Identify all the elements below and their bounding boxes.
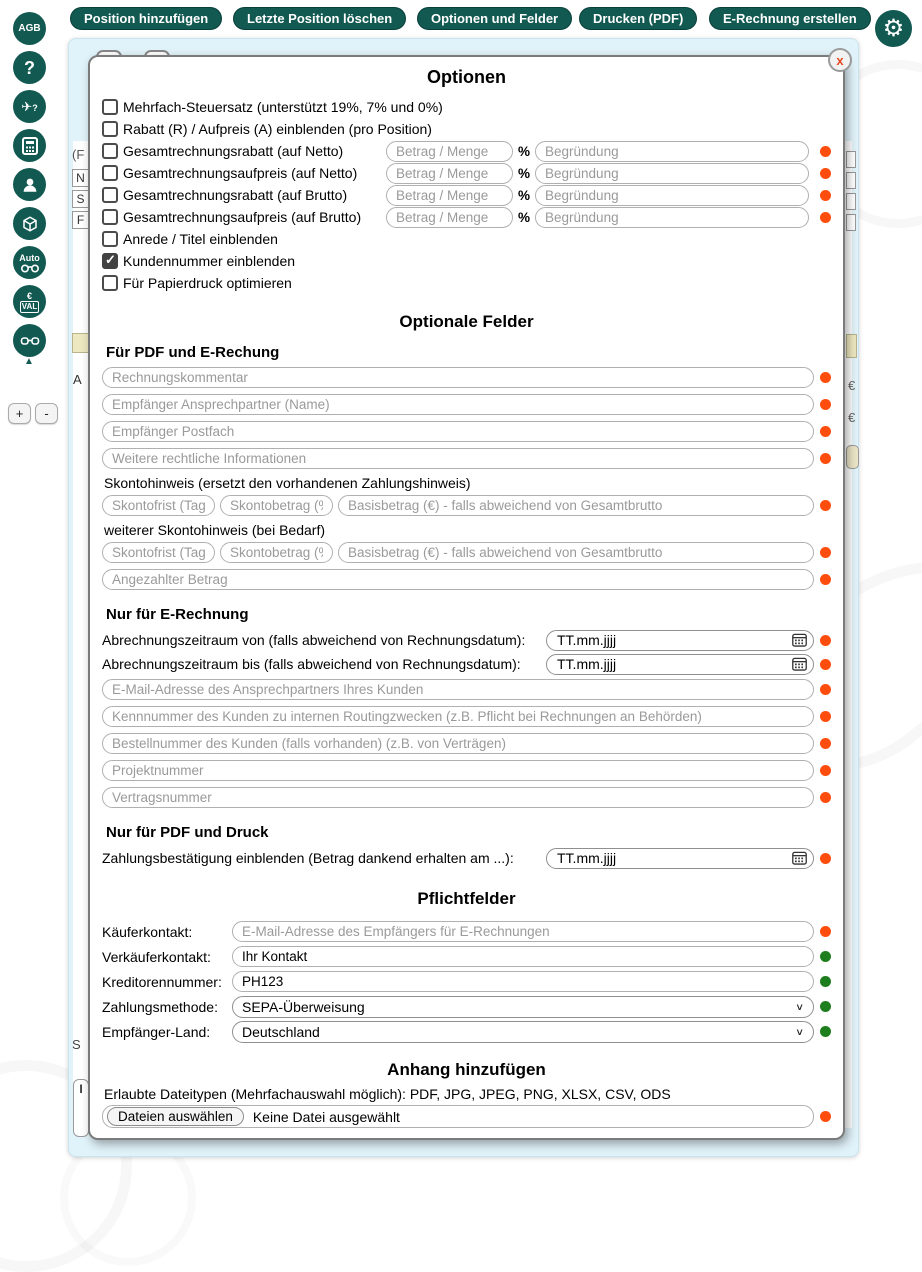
multi-tax-checkbox[interactable]	[102, 99, 118, 115]
status-dot-missing	[820, 372, 831, 383]
sidebar-item-send-question[interactable]	[13, 90, 46, 123]
customer-contact-email-input[interactable]	[102, 679, 814, 700]
creditor-number-input[interactable]	[232, 971, 814, 992]
sidebar-collapse-toggle[interactable]: ▲	[24, 356, 34, 367]
option-label: Gesamtrechnungsaufpreis (auf Brutto)	[123, 209, 362, 225]
background-fragment: A	[73, 372, 82, 387]
sidebar-item-auto-detect[interactable]	[13, 246, 46, 279]
status-dot-missing	[820, 926, 831, 937]
date-value: TT.mm.jjjj	[557, 656, 617, 672]
creditor-number-row	[102, 971, 831, 992]
project-number-input[interactable]	[102, 760, 814, 781]
status-dot-missing	[820, 738, 831, 749]
background-fragment	[846, 151, 856, 168]
status-dot-ok	[820, 976, 831, 987]
status-dot-missing	[820, 1111, 831, 1122]
status-dot-missing	[820, 426, 831, 437]
option-label: Für Papierdruck optimieren	[123, 275, 292, 291]
agb-label: AGB	[18, 22, 41, 34]
recipient-contact-name-input[interactable]	[102, 394, 814, 415]
date-value: TT.mm.jjjj	[557, 632, 617, 648]
selected-value: Deutschland	[242, 1023, 320, 1040]
print-pdf-button[interactable]: Drucken (PDF)	[579, 7, 697, 30]
option-label: Anrede / Titel einblenden	[123, 231, 278, 247]
status-dot-missing	[820, 711, 831, 722]
attachment-heading: Anhang hinzufügen	[387, 1060, 546, 1079]
payment-method-row	[102, 996, 831, 1017]
billing-period-from-date-input[interactable]	[546, 630, 814, 651]
background-fragment: S	[72, 190, 89, 208]
chevron-down-icon: ∨	[795, 1025, 804, 1038]
paper-plane-icon: ✈?	[21, 99, 38, 114]
paid-amount-input[interactable]	[102, 569, 814, 590]
background-fragment	[72, 333, 89, 353]
einvoice-only-heading: Nur für E-Rechnung	[106, 606, 249, 623]
billing-period-from-label: Abrechnungszeitraum von (falls abweichend von Rechnungsdatum):	[102, 632, 526, 648]
glasses-icon	[20, 335, 40, 347]
status-dot-missing	[820, 146, 831, 157]
payment-method-label: Zahlungsmethode:	[102, 998, 218, 1015]
status-dot-missing	[820, 399, 831, 410]
status-dot-missing	[820, 792, 831, 803]
sidebar-item-agb[interactable]	[13, 12, 46, 45]
background-fragment: (F	[72, 147, 85, 162]
seller-contact-row	[102, 946, 831, 967]
calendar-icon[interactable]	[792, 657, 807, 671]
percent-label: %	[518, 209, 531, 225]
euro-label: €	[26, 290, 32, 301]
buyer-contact-label: Käuferkontakt:	[102, 923, 193, 940]
close-icon[interactable]: x	[828, 48, 852, 72]
seller-contact-label: Verkäuferkontakt:	[102, 948, 211, 965]
skonto-days-input[interactable]	[102, 495, 215, 516]
billing-period-from-row	[102, 629, 831, 651]
sidebar-item-package[interactable]	[13, 207, 46, 240]
options-modal	[88, 52, 845, 1140]
percent-label: %	[518, 143, 531, 159]
field-row	[102, 679, 831, 700]
choose-files-button[interactable]: Dateien auswählen	[107, 1107, 244, 1126]
file-upload-row	[102, 1105, 831, 1128]
option-label: Rabatt (R) / Aufpreis (A) einblenden (pro Position)	[123, 121, 432, 137]
salutation-checkbox[interactable]	[102, 231, 118, 247]
optional-fields-heading: Optionale Felder	[399, 312, 534, 331]
contract-number-input[interactable]	[102, 787, 814, 808]
sidebar-item-calculator[interactable]	[13, 129, 46, 162]
add-position-button[interactable]: Position hinzufügen	[70, 7, 222, 30]
status-dot-missing	[820, 212, 831, 223]
background-fragment: F	[72, 211, 89, 229]
billing-period-to-row	[102, 653, 831, 675]
auto-label: Auto	[19, 252, 40, 263]
field-row	[102, 787, 831, 808]
calendar-icon[interactable]	[792, 851, 807, 865]
background-fragment: S	[72, 1037, 81, 1052]
discount-amount-input[interactable]	[386, 185, 513, 206]
sidebar-item-evaluation[interactable]	[13, 285, 46, 318]
status-dot-ok	[820, 951, 831, 962]
skonto-base-input[interactable]	[338, 495, 814, 516]
buyer-contact-row	[102, 921, 831, 942]
status-dot-missing	[820, 574, 831, 585]
total-discount-gross-checkbox[interactable]	[102, 187, 118, 203]
total-discount-net-checkbox[interactable]	[102, 143, 118, 159]
seller-contact-input[interactable]	[232, 946, 814, 967]
background-fragment: I	[73, 1079, 89, 1137]
zoom-in-button[interactable]: +	[8, 403, 31, 424]
skonto-row	[102, 542, 831, 563]
recipient-country-select[interactable]	[232, 1021, 814, 1043]
status-dot-ok	[820, 1001, 831, 1012]
option-row-multi-tax	[102, 96, 831, 118]
percent-label: %	[518, 187, 531, 203]
billing-period-to-date-input[interactable]	[546, 654, 814, 675]
skonto-days-input[interactable]	[102, 542, 215, 563]
calculator-icon	[22, 137, 38, 155]
recipient-pobox-input[interactable]	[102, 421, 814, 442]
option-label: Gesamtrechnungsaufpreis (auf Netto)	[123, 165, 358, 181]
background-fragment	[846, 445, 859, 469]
option-row-discount-per-position	[102, 118, 831, 140]
background-fragment: €	[848, 410, 856, 425]
option-row-total-surcharge-net	[102, 162, 831, 184]
required-fields-heading: Pflichtfelder	[417, 889, 516, 908]
option-row-total-discount-net	[102, 140, 831, 162]
date-value: TT.mm.jjjj	[557, 850, 617, 866]
field-row	[102, 733, 831, 754]
skonto-percent-input[interactable]	[220, 495, 333, 516]
sidebar-item-preview[interactable]	[13, 324, 46, 357]
discount-reason-input[interactable]	[535, 141, 809, 162]
selected-value: SEPA-Überweisung	[242, 998, 365, 1015]
discount-per-position-checkbox[interactable]	[102, 121, 118, 137]
status-dot-missing	[820, 635, 831, 646]
status-dot-missing	[820, 190, 831, 201]
recipient-country-row	[102, 1021, 831, 1042]
recipient-country-label: Empfänger-Land:	[102, 1023, 211, 1040]
skonto-hint-label: Skontohinweis (ersetzt den vorhandenen Zahlungshinweis)	[104, 475, 471, 491]
surcharge-reason-input[interactable]	[535, 207, 809, 228]
skonto-percent-input[interactable]	[220, 542, 333, 563]
zoom-controls	[8, 403, 58, 424]
option-row-customer-number	[102, 250, 831, 272]
surcharge-reason-input[interactable]	[535, 163, 809, 184]
field-row	[102, 394, 831, 415]
pdf-print-only-heading: Nur für PDF und Druck	[106, 824, 269, 841]
option-label: Gesamtrechnungsrabatt (auf Brutto)	[123, 187, 348, 203]
total-surcharge-gross-checkbox[interactable]	[102, 209, 118, 225]
skonto-row	[102, 495, 831, 516]
val-label: VAL	[21, 301, 38, 311]
status-dot-missing	[820, 547, 831, 558]
skonto-hint2-label: weiterer Skontohinweis (bei Bedarf)	[104, 522, 325, 538]
background-fragment: €	[848, 378, 856, 393]
percent-label: %	[518, 165, 531, 181]
delete-last-position-button[interactable]: Letzte Position löschen	[233, 7, 406, 30]
zoom-out-button[interactable]: -	[35, 403, 58, 424]
payment-confirmation-label: Zahlungsbestätigung einblenden (Betrag dankend erhalten am ...):	[102, 850, 514, 866]
option-label: Kundennummer einblenden	[123, 253, 296, 269]
pdf-einvoice-heading: Für PDF und E-Rechung	[106, 344, 280, 361]
sidebar	[13, 12, 46, 357]
sidebar-item-customer[interactable]	[13, 168, 46, 201]
status-dot-missing	[820, 853, 831, 864]
gear-icon: ⚙	[882, 15, 905, 42]
field-row	[102, 760, 831, 781]
background-fragment	[846, 193, 856, 210]
settings-gear-button[interactable]	[875, 10, 912, 47]
buyer-contact-input[interactable]	[232, 921, 814, 942]
calendar-icon[interactable]	[792, 633, 807, 647]
total-surcharge-net-checkbox[interactable]	[102, 165, 118, 181]
status-dot-missing	[820, 765, 831, 776]
legal-info-input[interactable]	[102, 448, 814, 469]
status-dot-missing	[820, 453, 831, 464]
person-icon	[21, 176, 39, 194]
surcharge-amount-input[interactable]	[386, 163, 513, 184]
allowed-filetypes-text: Erlaubte Dateitypen (Mehrfachauswahl möglich): PDF, JPG, JPEG, PNG, XLSX, CSV, ODS	[104, 1086, 671, 1102]
field-row	[102, 421, 831, 442]
field-row	[102, 569, 831, 590]
field-row	[102, 448, 831, 469]
no-file-selected-text: Keine Datei ausgewählt	[252, 1108, 400, 1125]
option-row-paper-print	[102, 272, 831, 294]
file-input[interactable]	[102, 1105, 814, 1128]
discount-reason-input[interactable]	[535, 185, 809, 206]
chevron-down-icon: ∨	[795, 1000, 804, 1013]
sidebar-item-help[interactable]	[13, 51, 46, 84]
payment-method-select[interactable]	[232, 996, 814, 1018]
option-label: Gesamtrechnungsrabatt (auf Netto)	[123, 143, 344, 159]
create-einvoice-button[interactable]: E-Rechnung erstellen	[709, 7, 871, 30]
background-fragment	[846, 172, 856, 189]
creditor-number-label: Kreditorennummer:	[102, 973, 222, 990]
paper-print-checkbox[interactable]	[102, 275, 118, 291]
option-row-total-surcharge-gross	[102, 206, 831, 228]
field-row	[102, 706, 831, 727]
payment-confirmation-row	[102, 847, 831, 869]
option-label: Mehrfach-Steuersatz (unterstützt 19%, 7% und 0%)	[123, 99, 443, 115]
status-dot-missing	[820, 168, 831, 179]
skonto-base-input[interactable]	[338, 542, 814, 563]
binoculars-icon	[20, 263, 40, 273]
order-number-input[interactable]	[102, 733, 814, 754]
option-row-salutation	[102, 228, 831, 250]
background-fragment	[846, 214, 856, 231]
options-and-fields-button[interactable]: Optionen und Felder	[417, 7, 572, 30]
billing-period-to-label: Abrechnungszeitraum bis (falls abweichend von Rechnungsdatum):	[102, 656, 521, 672]
customer-number-checkbox[interactable]	[102, 253, 118, 269]
option-row-total-discount-gross	[102, 184, 831, 206]
routing-id-input[interactable]	[102, 706, 814, 727]
status-dot-missing	[820, 500, 831, 511]
background-fragment: N	[72, 169, 89, 187]
discount-amount-input[interactable]	[386, 141, 513, 162]
status-dot-ok	[820, 1026, 831, 1037]
field-row	[102, 367, 831, 388]
question-icon: ?	[24, 57, 35, 78]
invoice-comment-input[interactable]	[102, 367, 814, 388]
status-dot-missing	[820, 659, 831, 670]
surcharge-amount-input[interactable]	[386, 207, 513, 228]
payment-confirmation-date-input[interactable]	[546, 848, 814, 869]
package-icon	[21, 215, 39, 233]
status-dot-missing	[820, 684, 831, 695]
background-fragment	[846, 334, 857, 358]
modal-title: Optionen	[427, 67, 506, 87]
